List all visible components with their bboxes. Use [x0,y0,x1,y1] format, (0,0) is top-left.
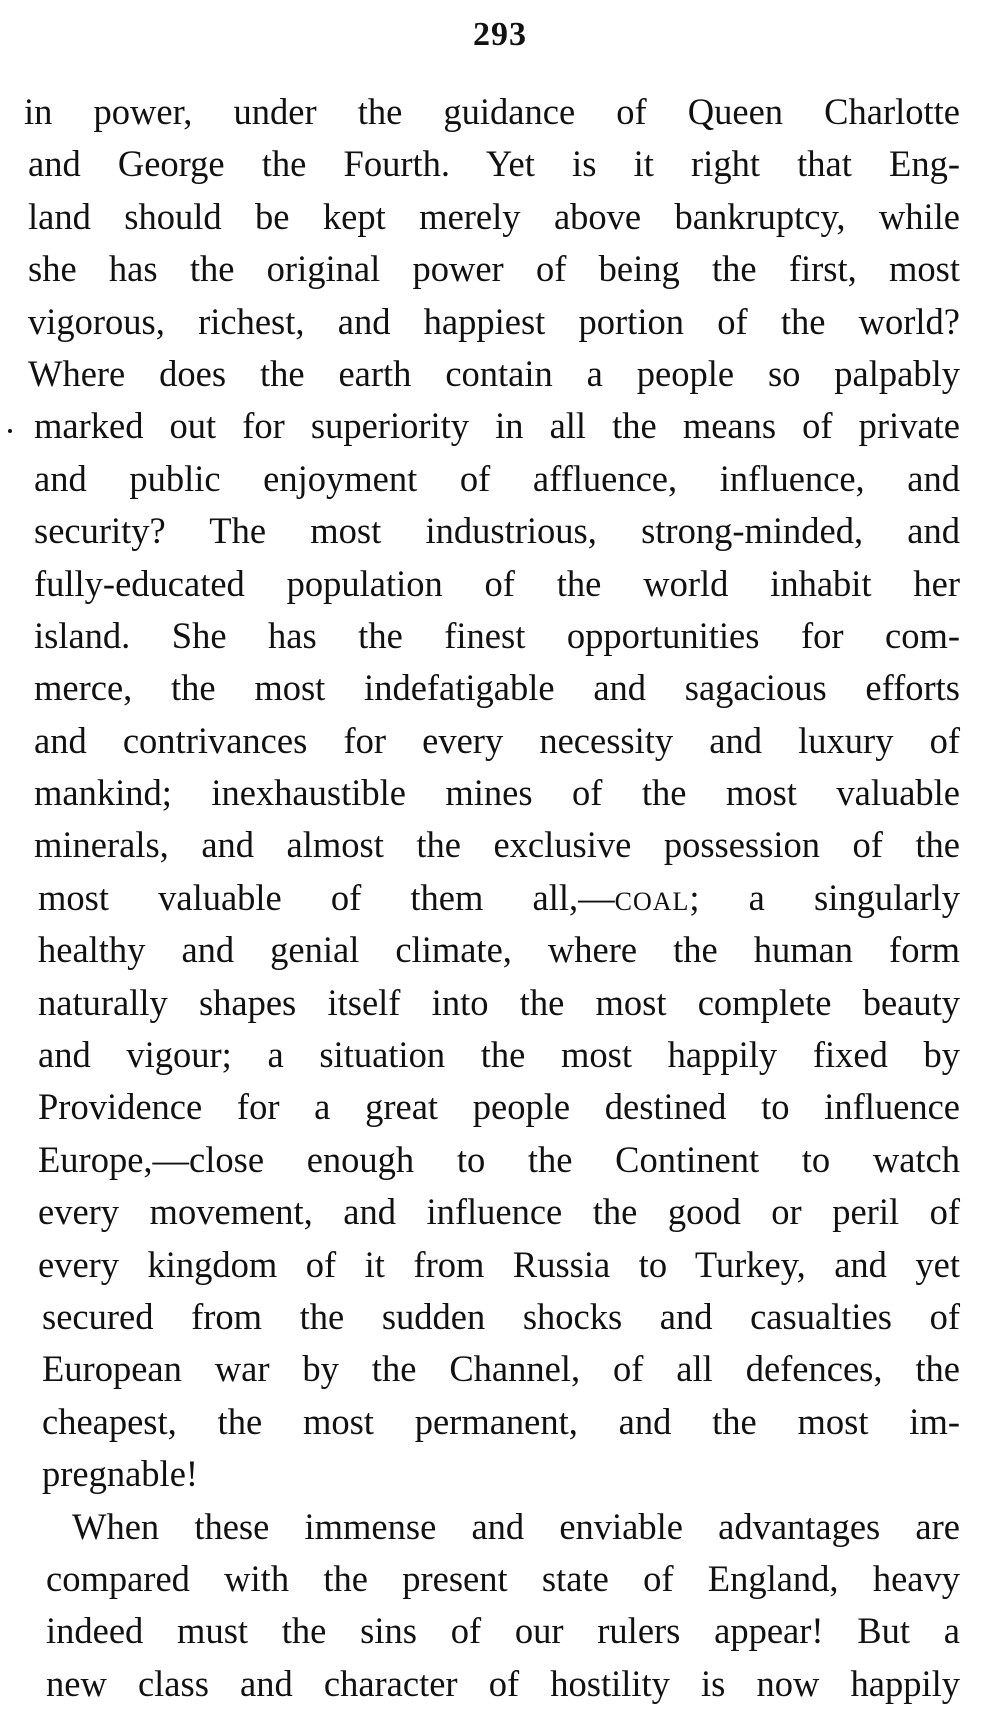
text-line: and contrivances for every necessity and luxury of [34,719,960,761]
text-line [24,872,960,924]
text-line: minerals, and almost the exclusive possession of the [34,824,960,866]
text-line: land should be kept merely above bankruptcy, while [28,195,960,237]
margin-mark [8,429,12,433]
text-line: vigorous, richest, and happiest portion of the world? [28,300,960,342]
text-line: indeed must the sins of our rulers appear! But a [46,1610,960,1652]
text-line: every kingdom of it from Russia to Turkey, and yet [38,1243,960,1285]
text-line: merce, the most indefatigable and sagacious efforts [34,667,960,709]
text-line: every movement, and influence the good or peril of [38,1191,960,1233]
text-line: compared with the present state of England, heavy [46,1557,960,1599]
text-line: fully-educated population of the world inhabit her [34,562,960,604]
text-line: she has the original power of being the first, most [28,248,960,290]
body-text [24,86,960,1710]
text-line: naturally shapes itself into the most complete beauty [38,981,960,1023]
text-line: and public enjoyment of affluence, influence, and [34,457,960,499]
text-line: and vigour; a situation the most happily fixed by [38,1034,960,1076]
text-line: marked out for superiority in all the means of private [34,405,960,447]
text-line: mankind; inexhaustible mines of the most valuable [34,772,960,814]
text-fragment: ; a singularly [689,876,960,918]
text-fragment: most valuable of them all,— [38,876,615,918]
text-line: pregnable! [42,1453,199,1495]
text-line: in power, under the guidance of Queen Charlotte [24,91,960,132]
text-line: secured from the sudden shocks and casualties of [42,1295,960,1337]
page-number: 293 [473,16,527,53]
text-line: Providence for a great people destined to influence [38,1086,960,1128]
text-line: European war by the Channel, of all defences, the [42,1348,960,1390]
text-line: and George the Fourth. Yet is it right that Eng- [28,143,960,185]
text-line: Where does the earth contain a people so palpably [28,352,960,394]
small-caps-word: coal [614,876,690,918]
text-line: new class and character of hostility is now happily [46,1662,960,1704]
text-line: When these immense and enviable advantages are [72,1505,960,1547]
text-line: cheapest, the most permanent, and the most im- [42,1400,960,1442]
text-line: island. She has the finest opportunities for com- [34,614,960,656]
text-line: healthy and genial climate, where the human form [38,929,960,971]
text-line: Europe,—close enough to the Continent to watch [38,1138,960,1180]
text-line: security? The most industrious, strong-minded, and [34,510,960,552]
